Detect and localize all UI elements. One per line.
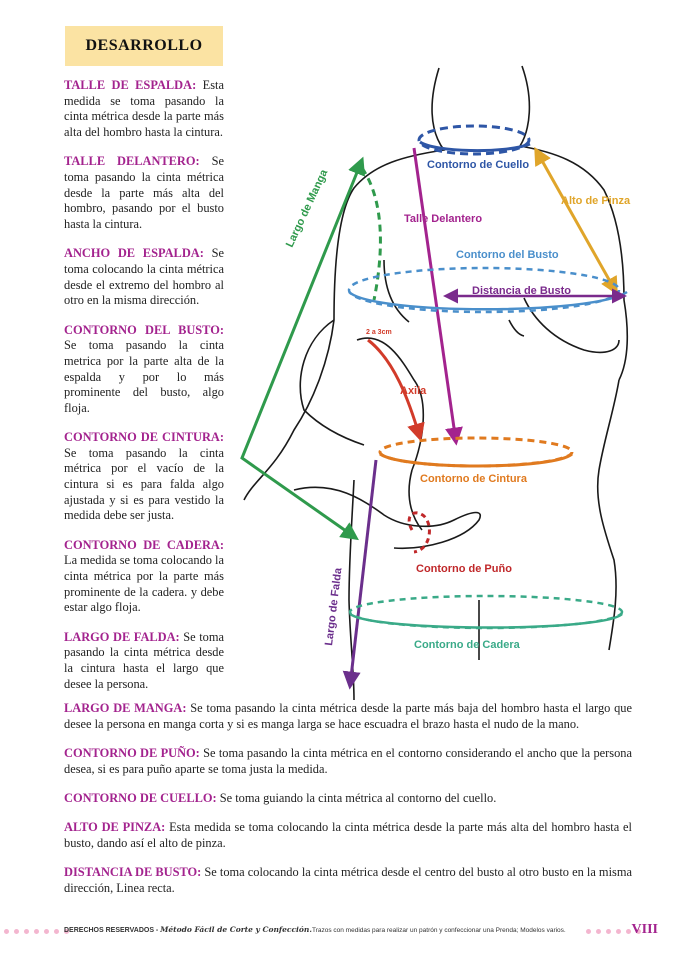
page-number: VIII (631, 922, 658, 937)
definition-item: LARGO DE FALDA: Se toma pasando la cinta métrica desde la cintura hasta el largo que desee la persona. (64, 629, 224, 691)
body-measurement-svg (234, 60, 654, 700)
definition-item: TALLE DE ESPALDA: Esta medida se toma pasando la cinta métrica desde la parte más alta del hombro hasta la cintura. (64, 78, 224, 139)
page-footer (0, 920, 678, 944)
section-title: DESARROLLO (65, 26, 223, 66)
definition-item: ALTO DE PINZA: Esta medida se toma colocando la cinta métrica desde la parte más alta del hombro hasta el busto, dando así el alto de pinza. (64, 820, 632, 850)
label-talle-delantero: Talle Delantero (404, 213, 483, 225)
definition-item: CONTORNO DEL BUSTO: Se toma pasando la cinta metrica por la parte alta de la espalda y por lo más prominente del busto, algo floja. (64, 322, 224, 415)
definitions-column (64, 78, 224, 706)
footer-dots-left (4, 929, 69, 934)
definition-item: CONTORNO DE CADERA: La medida se toma colocando la cinta métrica por la parte más prominente de la cadera. y debe estar algo floja. (64, 537, 224, 615)
label-axila: Axila (400, 385, 427, 397)
definition-item: CONTORNO DE PUÑO: Se toma pasando la cinta métrica en el contorno considerando el ancho que la persona desea, si es para puño aparte se toma justa la medida. (64, 746, 632, 776)
label-contorno-cadera: Contorno de Cadera (414, 639, 520, 651)
label-contorno-cintura: Contorno de Cintura (420, 473, 527, 485)
label-contorno-cuello: Contorno de Cuello (427, 159, 530, 171)
label-largo-falda: Largo de Falda (323, 567, 345, 647)
definition-item: ANCHO DE ESPALDA: Se toma colocando la cinta métrica desde el extremo del hombro al otro en la misma dirección. (64, 246, 224, 308)
definition-item: LARGO DE MANGA: Se toma pasando la cinta métrica desde la parte más baja del hombro hasta el largo que desee la persona en manga corta y si es manga larga se hace escuadra el brazo hasta el nudo de la mano. (64, 701, 632, 731)
label-distancia-busto: Distancia de Busto (472, 285, 572, 297)
definition-item: CONTORNO DE CINTURA: Se toma pasando la cinta métrica por el vacío de la cintura si es para falda algo ajustada y si es para vestido la medida debe ser justa. (64, 430, 224, 523)
label-contorno-puno: Contorno de Puño (416, 563, 512, 575)
definition-item: CONTORNO DE CUELLO: Se toma guiando la cinta métrica al contorno del cuello. (64, 791, 497, 805)
definition-item: DISTANCIA DE BUSTO: Se toma colocando la cinta métrica desde el centro del busto al otro busto en la misma dirección, Linea recta. (64, 865, 632, 895)
label-alto-pinza: Alto de Pinza (561, 195, 631, 207)
waist-measure-front (380, 454, 572, 466)
definition-item: TALLE DELANTERO: Se toma pasando la cinta métrica desde la parte más alta del hombro, pasando por el busto hasta la cintura. (64, 154, 224, 231)
label-axila-small: 2 a 3cm (366, 329, 392, 336)
body-measurement-diagram (234, 60, 654, 700)
footer-text: DERECHOS RESERVADOS - Método Fácil de Corte y Confección.Trazos con medidas para realizar un patrón y confeccionar una Prenda; Modelos varios. (64, 925, 566, 934)
label-largo-manga: Largo de Manga (283, 167, 331, 250)
alto-pinza-line (536, 150, 616, 292)
hip-measure-front (350, 614, 622, 628)
definitions-full-width (64, 700, 632, 909)
label-contorno-busto: Contorno del Busto (456, 249, 559, 261)
